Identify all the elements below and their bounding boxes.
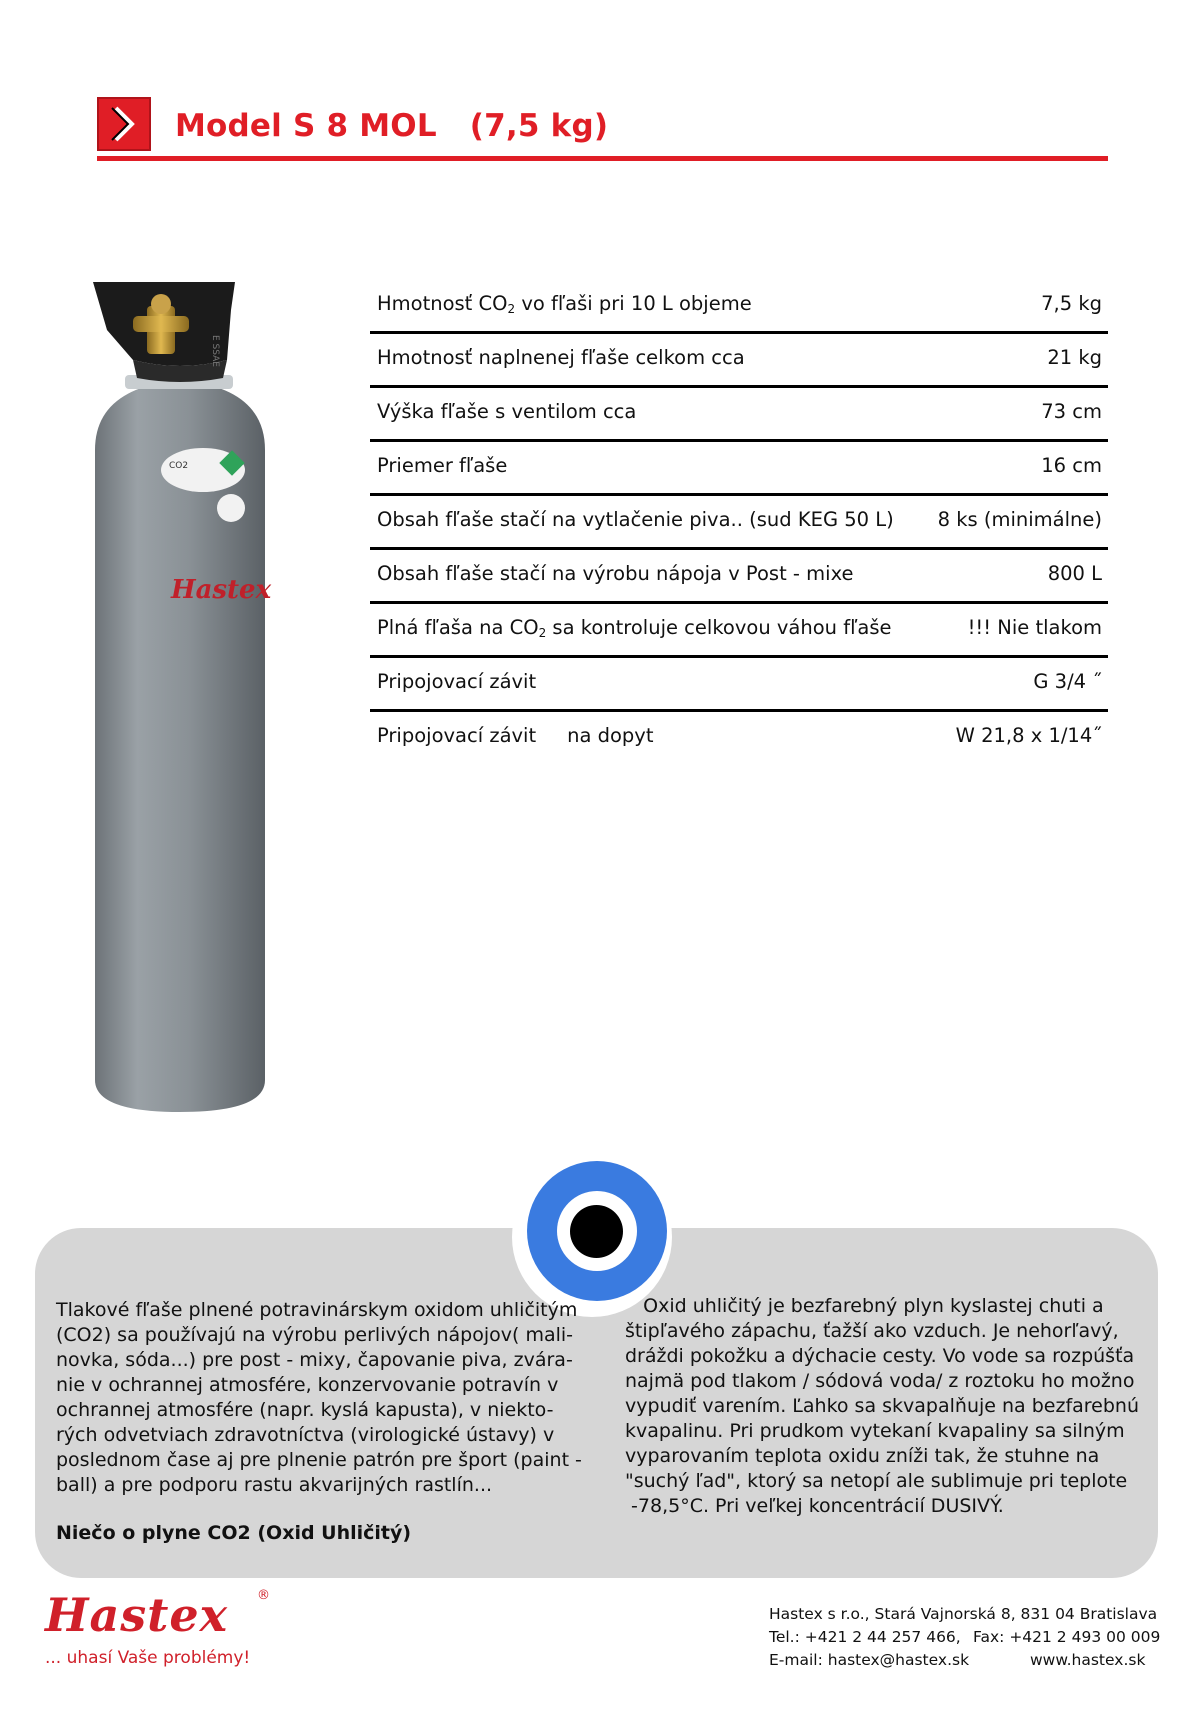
header-divider bbox=[97, 156, 1108, 161]
spec-label: Výška fľaše s ventilom cca bbox=[377, 400, 637, 423]
spec-row bbox=[370, 496, 1108, 550]
spec-row bbox=[370, 442, 1108, 496]
spec-label: Plná fľaša na $CO_2$ sa kontroluje celkovou váhou fľaše bbox=[377, 616, 892, 640]
spec-value: 8 ks (minimálne) bbox=[937, 508, 1102, 531]
chevron-right-icon bbox=[99, 99, 149, 149]
spec-row bbox=[370, 658, 1108, 712]
properties-paragraph: Oxid uhličitý je bezfarebný plyn kyslastej chuti a štipľavého zápachu, ťažší ako vzduch. Je nehorľavý, dráždi pokožku a dýchacie cesty. Vo vode sa rozpúšťa najmä pod tlakom / sódová voda/ z roztoku ho možno vypudiť varením. Ľahko sa skvapalňuje na bezfarebnú kvapalinu. Pri prudkom vytekaní kvapaliny sa silným vyparovaním teplota oxidu zníži tak, že stuhne na "suchý ľad", ktorý sa netopí ale sublimuje pri teplote -78,5°C. Pri veľkej koncentrácií DUSIVÝ. bbox=[625, 1295, 1140, 1517]
badge-center-dot bbox=[570, 1205, 623, 1258]
spec-row bbox=[370, 712, 1108, 766]
spec-label: Hmotnosť naplnenej fľaše celkom cca bbox=[377, 346, 745, 369]
spec-value: 16 cm bbox=[1041, 454, 1102, 477]
usage-paragraph: Tlakové fľaše plnené potravinárskym oxidom uhličitým (CO2) sa používajú na výrobu perlivých nápojov( mali- novka, sóda...) pre post - mixy, čapovanie piva, zvára- nie v ochrannej atmosfére, konzervovanie potravín v ochrannej atmosfére (napr. kyslá kapusta), v niekto- rých odvetviach zdravotníctva (virologické ústavy) v poslednom čase aj pre plnenie patrón pre šport (paint - ball) a pre podporu rastu akvarijných rastlín... bbox=[56, 1299, 582, 1496]
panel-heading: Niečo o plyne CO2 (Oxid Uhličitý) bbox=[56, 1522, 412, 1544]
spec-row bbox=[370, 550, 1108, 604]
registered-mark: ® bbox=[257, 1588, 270, 1603]
spec-row bbox=[370, 388, 1108, 442]
spec-value: !!! Nie tlakom bbox=[967, 616, 1102, 639]
hastex-logo: Hastex bbox=[45, 1588, 229, 1642]
company-phone: Tel.: +421 2 44 257 466, bbox=[769, 1628, 961, 1646]
slogan: ... uhasí Vaše problémy! bbox=[45, 1648, 251, 1668]
spec-table bbox=[370, 280, 1108, 766]
spec-row bbox=[370, 604, 1108, 658]
page-title: Model S 8 MOL (7,5 kg) bbox=[175, 108, 609, 144]
spec-label: Pripojovací závit na dopyt bbox=[377, 724, 654, 747]
spec-value: 7,5 kg bbox=[1041, 292, 1102, 315]
company-email[interactable]: E-mail: hastex@hastex.sk bbox=[769, 1651, 970, 1669]
spec-row bbox=[370, 280, 1108, 334]
spec-label: Pripojovací závit bbox=[377, 670, 537, 693]
svg-text:Hastex: Hastex bbox=[171, 575, 272, 605]
spec-value: W 21,8 x 1/14˝ bbox=[955, 724, 1102, 747]
company-fax: Fax: +421 2 493 00 009 bbox=[973, 1628, 1161, 1646]
svg-text:CO2: CO2 bbox=[169, 461, 189, 471]
spec-label: Priemer fľaše bbox=[377, 454, 508, 477]
spec-value: G 3/4 ˝ bbox=[1033, 670, 1102, 693]
spec-label: Obsah fľaše stačí na vytlačenie piva.. (sud KEG 50 L) bbox=[377, 508, 894, 531]
svg-text:E SSAE: E SSAE bbox=[210, 335, 220, 367]
spec-label: Obsah fľaše stačí na výrobu nápoja v Post - mixe bbox=[377, 562, 854, 585]
company-address: Hastex s r.o., Stará Vajnorská 8, 831 04 Bratislava bbox=[769, 1605, 1158, 1623]
company-website-link[interactable]: www.hastex.sk bbox=[1030, 1651, 1146, 1669]
header-chevron-box bbox=[97, 97, 151, 151]
spec-value: 800 L bbox=[1047, 562, 1102, 585]
spec-row bbox=[370, 334, 1108, 388]
spec-label: Hmotnosť $CO_2$ vo fľaši pri 10 L objeme bbox=[377, 292, 752, 316]
spec-value: 21 kg bbox=[1047, 346, 1102, 369]
spec-value: 73 cm bbox=[1041, 400, 1102, 423]
co2-cylinder-image bbox=[85, 280, 275, 1120]
